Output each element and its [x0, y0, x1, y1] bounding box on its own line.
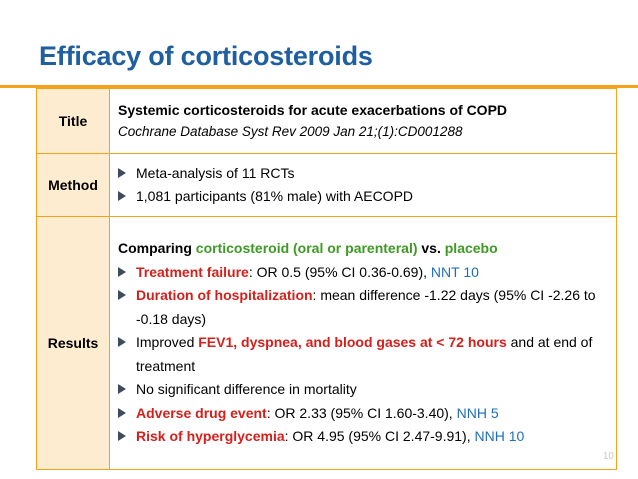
- list-item: [118, 402, 608, 426]
- list-item: [118, 331, 608, 378]
- list-item: [118, 261, 608, 285]
- table-row-title: [37, 89, 617, 154]
- result-key: Duration of hospitalization: [136, 287, 313, 304]
- result-key: Adverse drug event: [136, 404, 267, 421]
- comparing-prefix: Comparing: [118, 240, 196, 257]
- results-cell: [110, 217, 617, 470]
- bullet-triangle-icon: [118, 337, 126, 347]
- list-item: [118, 425, 608, 449]
- result-text: : OR 2.33 (95% CI 1.60-3.40),: [266, 404, 457, 421]
- comparing-line: [118, 237, 608, 261]
- slide-title: Efficacy of corticosteroids: [39, 41, 373, 71]
- result-pre: Improved: [136, 334, 199, 351]
- result-text: : mean difference -1.22 days (95% CI -2.26 to -0.18 days): [136, 287, 596, 327]
- bullet-triangle-icon: [118, 384, 126, 394]
- list-item: [118, 284, 608, 331]
- bullet-triangle-icon: [118, 191, 126, 201]
- list-item: [118, 378, 608, 402]
- result-key: Treatment failure: [136, 263, 249, 280]
- bullet-triangle-icon: [118, 168, 126, 178]
- bullet-triangle-icon: [118, 290, 126, 300]
- row-label-method: Method: [37, 154, 110, 217]
- result-text: : OR 0.5 (95% CI 0.36-0.69),: [248, 263, 431, 280]
- result-metric: NNH 5: [456, 404, 499, 421]
- result-metric: NNT 10: [430, 263, 479, 280]
- row-label-results: Results: [37, 217, 110, 470]
- list-item: [118, 185, 608, 209]
- page-number: 10: [602, 451, 614, 462]
- bullet-triangle-icon: [118, 408, 126, 418]
- study-citation: Cochrane Database Syst Rev 2009 Jan 21;(1):CD001288: [118, 124, 463, 139]
- result-post: and at end of treatment: [136, 334, 593, 374]
- title-cell: [110, 89, 617, 154]
- results-list: [118, 261, 608, 449]
- method-cell: [110, 154, 617, 217]
- row-label-title: Title: [37, 89, 110, 154]
- table-row-results: [37, 217, 617, 470]
- table-row-method: [37, 154, 617, 217]
- list-item: [118, 162, 608, 186]
- comparing-vs: vs.: [417, 240, 445, 257]
- result-text: No significant difference in mortality: [136, 381, 357, 398]
- bullet-triangle-icon: [118, 431, 126, 441]
- study-summary-table: [36, 88, 617, 470]
- result-text: : OR 4.95 (95% CI 2.47-9.91),: [284, 428, 475, 445]
- comparing-treatment: corticosteroid (oral or parenteral): [195, 240, 418, 257]
- bullet-text: Meta-analysis of 11 RCTs: [136, 164, 295, 181]
- comparing-control: placebo: [444, 240, 498, 257]
- result-key: FEV1, dyspnea, and blood gases at < 72 hours: [198, 334, 507, 351]
- study-title: Systemic corticosteroids for acute exacerbations of COPD: [118, 102, 508, 118]
- bullet-text: 1,081 participants (81% male) with AECOPD: [136, 188, 414, 204]
- result-key: Risk of hyperglycemia: [136, 428, 285, 445]
- method-list: [118, 162, 608, 209]
- bullet-triangle-icon: [118, 267, 126, 277]
- result-metric: NNH 10: [474, 428, 525, 445]
